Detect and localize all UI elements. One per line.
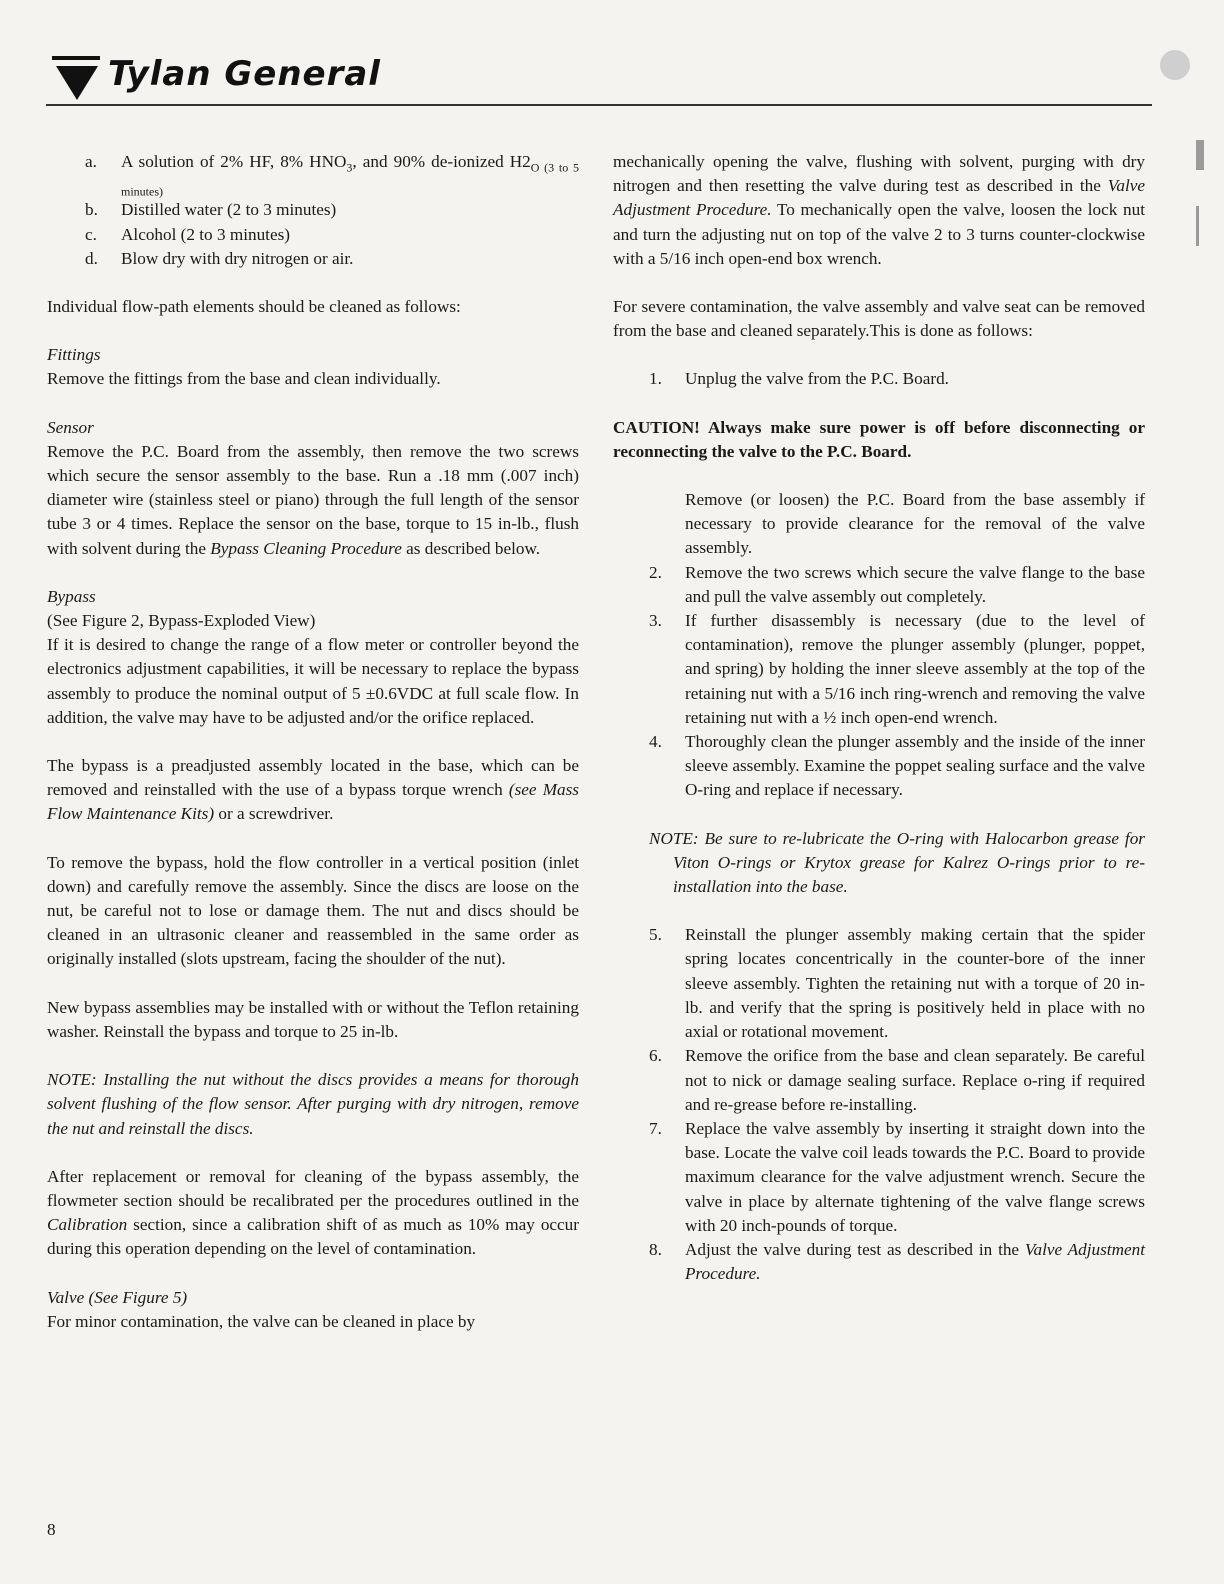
valve-continued: mechanically opening the valve, flushing with solvent, purging with dry nitrogen and then resetting the valve during test as described in the Valve Adjustment Procedure. To mechanically open the valve, loosen the lock nut and turn the adjusting nut on top of the valve 2 to 3 turns counter-clockwise with a 5/16 inch open-end box wrench.	[613, 152, 1145, 268]
flow-path-intro: Individual flow-path elements should be cleaned as follows:	[47, 297, 461, 317]
list-item: 4. Thoroughly clean the plunger assembly and the inside of the inner sleeve assembly. Examine the poppet sealing surface and the valve O-ring and replace if necessary.	[649, 732, 1145, 800]
list-item: 5. Reinstall the plunger assembly making certain that the spider spring locates concentrically in the counter-bore of the inner sleeve assembly. Tighten the retaining nut with a torque of 20 in-lb. and verify that the spring is positively held in place with no axial or rotational movement.	[649, 925, 1145, 1042]
bypass-para-1: If it is desired to change the range of a flow meter or controller beyond the electronics adjustment capabilities, it will be necessary to replace the bypass assembly to produce the nominal output of 5 ±0.6VDC at full scale flow. In addition, the valve may have to be adjusted and/or the orifice replaced.	[47, 635, 579, 727]
left-column	[47, 150, 579, 1334]
scan-artifact	[1196, 206, 1199, 246]
valve-body: For minor contamination, the valve can be cleaned in place by	[47, 1311, 476, 1331]
scan-artifact	[1196, 140, 1204, 170]
cleaning-solution-list	[47, 150, 579, 271]
header-rule	[46, 104, 1152, 106]
valve-steps-start	[613, 367, 1145, 391]
step-1-continued: Remove (or loosen) the P.C. Board from the base assembly if necessary to provide clearance for the removal of the valve assembly.	[685, 490, 1145, 558]
list-item: a. A solution of 2% HF, 8% $HNO_3$, and 90% de-ionized $H2_{O (3 to 5 minutes)}$	[85, 152, 579, 199]
bypass-figure-ref: (See Figure 2, Bypass-Exploded View)	[47, 611, 316, 631]
list-item: 8. Adjust the valve during test as described in the Valve Adjustment Procedure.	[649, 1239, 1145, 1284]
bypass-para-2: The bypass is a preadjusted assembly located in the base, which can be removed and reinstalled with the use of a bypass torque wrench (see Mass Flow Maintenance Kits) or a screwdriver.	[47, 756, 579, 824]
severe-contamination-intro: For severe contamination, the valve assembly and valve seat can be removed from the base and cleaned separately.This is done as follows:	[613, 297, 1145, 341]
bypass-heading: Bypass	[47, 586, 96, 606]
list-item: c. Alcohol (2 to 3 minutes)	[85, 224, 290, 244]
sensor-body: Remove the P.C. Board from the assembly, then remove the two screws which secure the sensor assembly to the base. Run a .18 mm (.007 inch) diameter wire (stainless steel or piano) through the full length of the sensor tube 3 or 4 times. Replace the sensor on the base, torque to 15 in-lb., flush with solvent during the Bypass Cleaning Procedure as described below.	[47, 441, 579, 558]
list-item: 1. Unplug the valve from the P.C. Board.	[649, 369, 949, 389]
bypass-para-4: New bypass assemblies may be installed with or without the Teflon retaining washer. Reinstall the bypass and torque to 25 in-lb.	[47, 997, 579, 1041]
bypass-para-5: After replacement or removal for cleaning of the bypass assembly, the flowmeter section should be recalibrated per the procedures outlined in the Calibration section, since a calibration shift of as much as 10% may occur during this operation depending on the level of contamination.	[47, 1166, 579, 1259]
valve-steps-2-4	[613, 561, 1145, 803]
fittings-heading: Fittings	[47, 345, 101, 365]
caution-notice: CAUTION! Always make sure power is off before disconnecting or reconnecting the valve to the P.C. Board.	[613, 417, 1145, 461]
bypass-note: NOTE: Installing the nut without the discs provides a means for thorough solvent flushing of the flow sensor. After purging with dry nitrogen, remove the nut and reinstall the discs.	[47, 1070, 579, 1138]
list-item: 7. Replace the valve assembly by inserting it straight down into the base. Locate the valve coil leads towards the P.C. Board to provide maximum clearance for the valve adjustment wrench. Secure the valve in place by alternate tightening of the valve flange screws with 20 inch-pounds of torque.	[649, 1118, 1145, 1235]
list-item: b. Distilled water (2 to 3 minutes)	[85, 200, 337, 220]
valve-steps-5-8	[613, 923, 1145, 1286]
sensor-heading: Sensor	[47, 417, 94, 437]
list-item: d. Blow dry with dry nitrogen or air.	[85, 248, 354, 268]
bypass-para-3: To remove the bypass, hold the flow controller in a vertical position (inlet down) and carefully remove the assembly. Since the discs are loose on the nut, be careful not to lose or damage them. The nut and discs should be cleaned in an ultrasonic cleaner and reassembled in the same order as originally installed (slots upstream, facing the shoulder of the nut).	[47, 852, 579, 969]
right-column	[613, 150, 1145, 1286]
page-number: 8	[47, 1520, 56, 1539]
scan-artifact	[1160, 50, 1190, 80]
valve-heading: Valve (See Figure 5)	[47, 1287, 188, 1307]
o-ring-note: NOTE: Be sure to re-lubricate the O-ring with Halocarbon grease for Viton O-rings or Krytox grease for Kalrez O-rings prior to re-installation into the base.	[649, 828, 1145, 897]
brand-name: Tylan General	[108, 54, 381, 94]
list-item: 3. If further disassembly is necessary (due to the level of contamination), remove the plunger assembly (plunger, poppet, and spring) by holding the inner sleeve assembly at the top of the retaining nut with a 5/16 inch ring-wrench and removing the valve retaining nut with a ½ inch open-end wrench.	[649, 611, 1145, 727]
fittings-body: Remove the fittings from the base and clean individually.	[47, 369, 441, 389]
list-item: 2. Remove the two screws which secure the valve flange to the base and pull the valve assembly out completely.	[649, 562, 1145, 606]
tylan-triangle-logo-icon	[46, 50, 102, 102]
list-item: 6. Remove the orifice from the base and clean separately. Be careful not to nick or damage sealing surface. Replace o-ring if required and re-grease before re-installing.	[649, 1046, 1145, 1114]
